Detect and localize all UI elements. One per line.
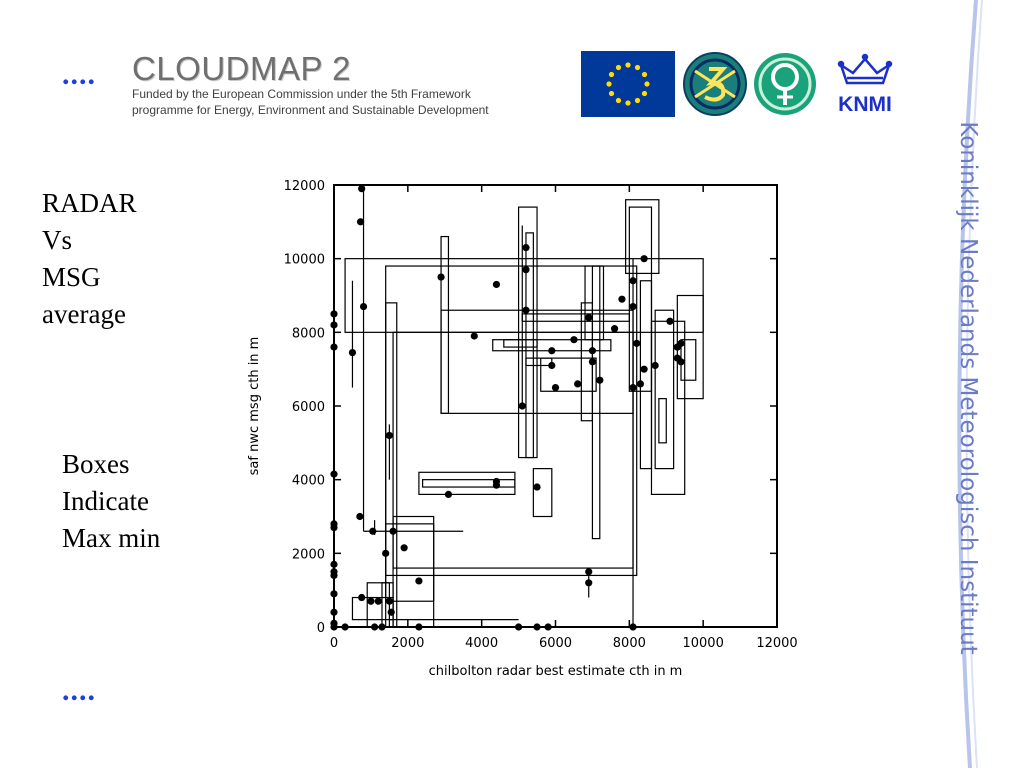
- data-point: [677, 340, 684, 347]
- eu-flag-background: [581, 51, 675, 117]
- range-box: [386, 266, 637, 575]
- y-axis-label: saf nwc msg cth in m: [247, 336, 262, 476]
- y-tick-label: 12000: [283, 179, 325, 194]
- data-point: [552, 384, 559, 391]
- data-point: [629, 384, 636, 391]
- x-tick-label: 2000: [391, 636, 425, 651]
- range-box: [441, 237, 448, 414]
- data-point: [358, 594, 365, 601]
- label-line: Indicate: [62, 486, 149, 516]
- range-box: [533, 469, 551, 517]
- data-point: [415, 577, 422, 584]
- y-tick-label: 0: [316, 621, 325, 636]
- label-line: RADAR: [42, 188, 137, 218]
- data-point: [360, 303, 367, 310]
- label-line: Max min: [62, 523, 161, 553]
- data-point: [349, 349, 356, 356]
- range-box: [626, 200, 659, 274]
- label-line: Boxes: [62, 449, 130, 479]
- data-point: [522, 307, 529, 314]
- x-tick-label: 12000: [756, 636, 798, 651]
- data-point: [330, 321, 337, 328]
- data-point: [358, 185, 365, 192]
- data-point: [330, 524, 337, 531]
- range-box: [382, 583, 393, 627]
- brand-subtitle-line1: Funded by the European Commission under the 5th Framework: [132, 87, 471, 101]
- data-point: [585, 579, 592, 586]
- y-tick-label: 10000: [283, 252, 325, 268]
- data-point: [545, 623, 552, 630]
- range-box: [393, 517, 434, 628]
- data-point: [386, 598, 393, 605]
- data-point: [641, 255, 648, 262]
- data-point: [589, 358, 596, 365]
- data-point: [493, 482, 500, 489]
- data-point: [522, 244, 529, 251]
- scatter-chart: [240, 170, 810, 690]
- data-point: [629, 303, 636, 310]
- range-box: [393, 332, 633, 568]
- x-tick-label: 8000: [612, 636, 646, 651]
- data-point: [637, 380, 644, 387]
- range-box: [522, 314, 629, 321]
- data-point: [585, 314, 592, 321]
- data-point: [548, 362, 555, 369]
- data-point: [641, 366, 648, 373]
- data-point: [378, 623, 385, 630]
- range-box: [386, 303, 397, 627]
- data-point: [341, 623, 348, 630]
- crown-icon: [839, 55, 891, 83]
- data-point: [437, 273, 444, 280]
- data-point: [548, 347, 555, 354]
- label-line: Vs: [42, 225, 73, 255]
- data-point: [629, 623, 636, 630]
- data-point: [382, 550, 389, 557]
- data-point: [596, 377, 603, 384]
- plot-frame: [334, 185, 777, 627]
- knmi-logo: [825, 51, 905, 117]
- data-point: [369, 528, 376, 535]
- data-point: [611, 325, 618, 332]
- eu-flag-logo: [581, 51, 675, 117]
- decorative-dots-bottom: ....: [62, 674, 96, 707]
- decorative-dots-top: ....: [62, 58, 96, 91]
- data-point: [386, 432, 393, 439]
- data-point: [533, 483, 540, 490]
- knmi-logo-text: KNMI: [838, 93, 892, 116]
- data-point: [666, 318, 673, 325]
- range-box: [541, 358, 596, 391]
- data-point: [371, 623, 378, 630]
- data-point: [570, 336, 577, 343]
- data-point: [357, 218, 364, 225]
- radar-vs-msg-label: [42, 185, 137, 333]
- x-tick-label: 10000: [682, 636, 724, 651]
- y-tick-label: 4000: [291, 473, 325, 489]
- data-point: [519, 402, 526, 409]
- x-tick-label: 0: [329, 636, 339, 651]
- cloudmap-brand: [132, 52, 489, 118]
- data-point: [515, 623, 522, 630]
- range-box: [419, 472, 515, 494]
- data-point: [367, 598, 374, 605]
- brand-subtitle-line2: programme for Energy, Environment and Sustainable Development: [132, 103, 489, 117]
- data-point: [589, 347, 596, 354]
- data-point: [471, 332, 478, 339]
- data-point: [330, 471, 337, 478]
- data-point: [389, 528, 396, 535]
- data-point: [401, 544, 408, 551]
- data-point: [330, 623, 337, 630]
- data-point: [330, 609, 337, 616]
- y-tick-label: 6000: [291, 400, 325, 415]
- data-point: [574, 380, 581, 387]
- y-tick-label: 2000: [291, 547, 325, 563]
- range-box: [592, 266, 599, 539]
- data-point: [330, 343, 337, 350]
- range-box: [526, 358, 552, 365]
- range-box: [640, 281, 651, 469]
- data-point: [330, 590, 337, 597]
- data-point: [415, 623, 422, 630]
- label-line: MSG: [42, 262, 101, 292]
- range-box: [659, 399, 666, 443]
- data-point: [388, 609, 395, 616]
- data-point: [330, 561, 337, 568]
- data-point: [445, 491, 452, 498]
- data-point: [493, 281, 500, 288]
- data-point: [356, 513, 363, 520]
- data-point: [522, 266, 529, 273]
- data-point: [633, 340, 640, 347]
- data-point: [618, 296, 625, 303]
- environment-programme-logo: [753, 51, 817, 117]
- tree-circle-icon: [754, 53, 816, 115]
- x-tick-label: 6000: [538, 636, 573, 651]
- data-point: [652, 362, 659, 369]
- x-tick-label: 4000: [465, 636, 499, 651]
- data-point: [330, 310, 337, 317]
- data-point: [677, 358, 684, 365]
- data-point: [375, 598, 382, 605]
- range-box: [655, 310, 673, 468]
- x-axis-label: chilbolton radar best estimate cth in m: [428, 664, 683, 679]
- range-box: [423, 480, 515, 487]
- data-point: [629, 277, 636, 284]
- brand-title: CLOUDMAP 2: [132, 50, 351, 87]
- institute-name-text: Koninklijk Nederlands Meteorologisch Instituut: [955, 121, 981, 655]
- data-point: [533, 623, 540, 630]
- data-point: [330, 572, 337, 579]
- data-point: [585, 568, 592, 575]
- fifth-framework-logo: [683, 51, 747, 117]
- boxes-legend-label: [62, 446, 160, 557]
- y-tick-label: 8000: [291, 326, 325, 342]
- label-line: average: [42, 299, 126, 329]
- range-box: [504, 340, 537, 347]
